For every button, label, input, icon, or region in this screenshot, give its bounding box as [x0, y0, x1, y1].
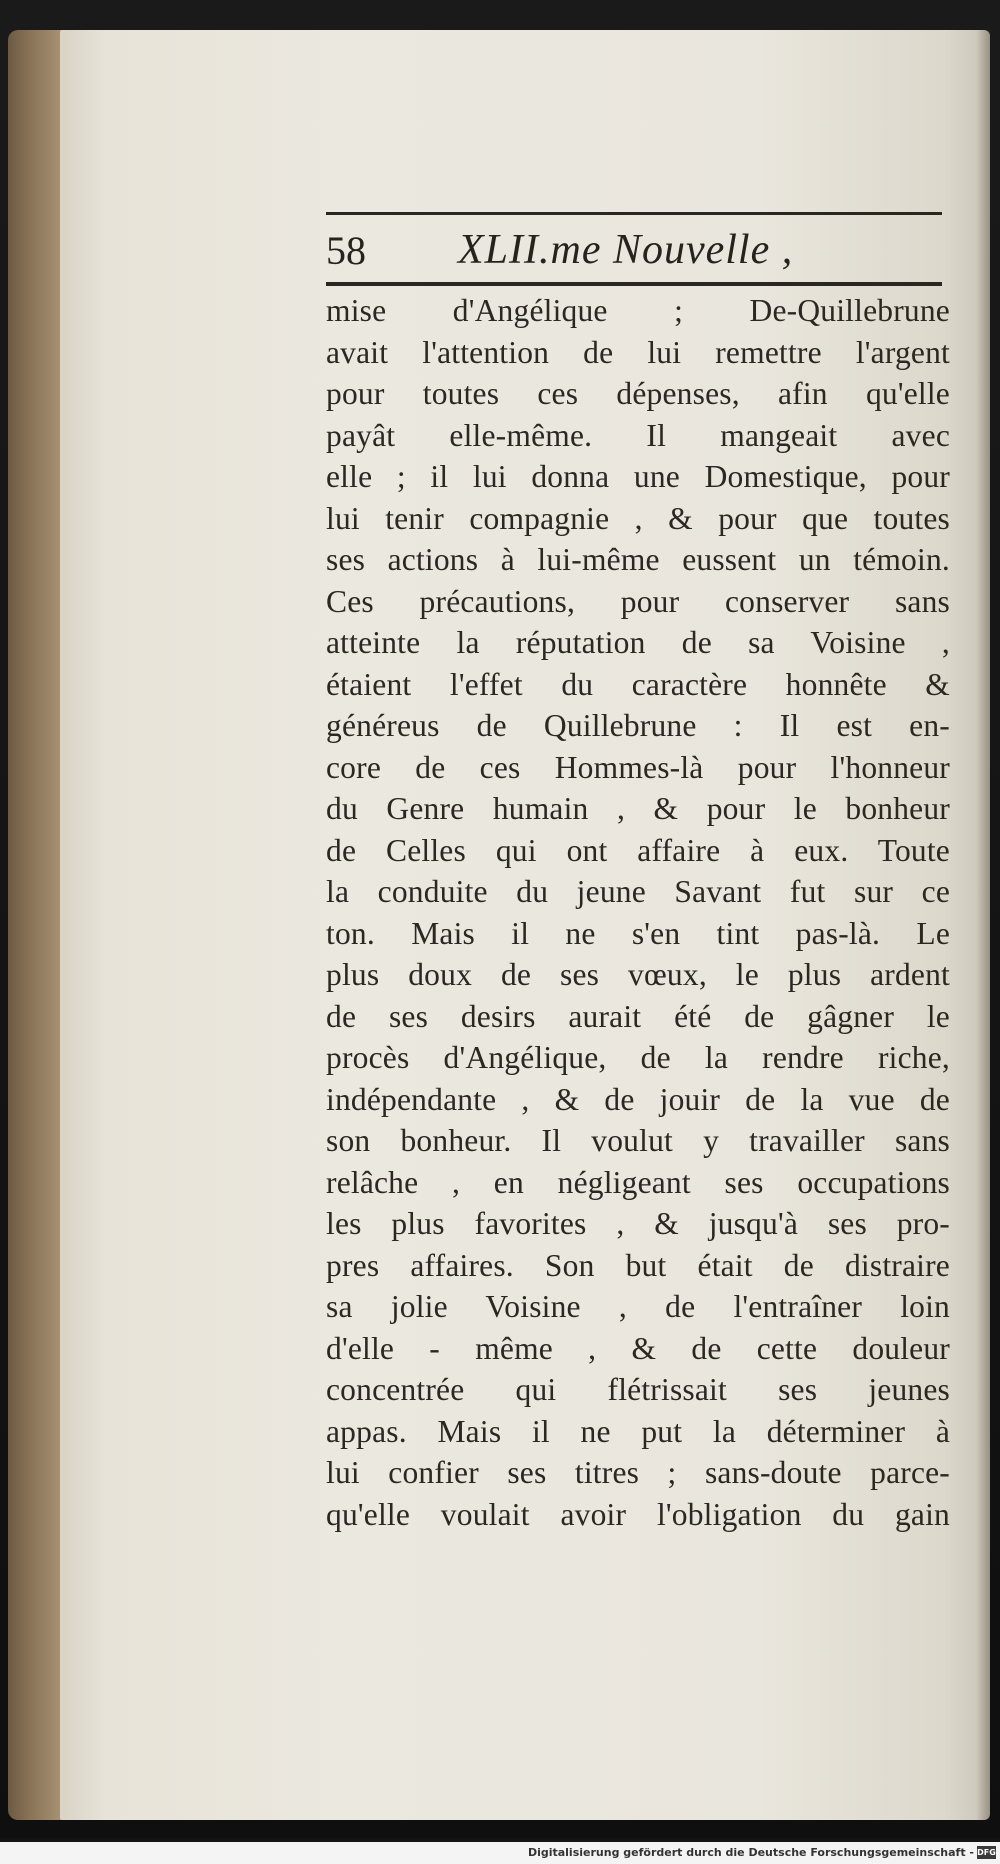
- running-header: [326, 222, 942, 280]
- text-line: indépendante , & de jouir de la vue de: [326, 1081, 950, 1117]
- text-line: avait l'attention de lui remettre l'argent: [326, 334, 950, 370]
- text-line: ton. Mais il ne s'en tint pas-là. Le: [326, 915, 950, 951]
- text-line: de Celles qui ont affaire à eux. Toute: [326, 832, 950, 868]
- text-line: appas. Mais il ne put la déterminer à: [326, 1413, 950, 1449]
- text-line: mise d'Angélique ; De-Quillebrune: [326, 293, 950, 328]
- page-number: 58: [326, 228, 366, 273]
- text-line: procès d'Angélique, de la rendre riche,: [326, 1040, 950, 1075]
- text-line: étaient l'effet du caractère honnête &: [326, 666, 950, 702]
- text-line: lui confier ses titres ; sans-doute parce-: [326, 1455, 950, 1490]
- text-line: du Genre humain , & pour le bonheur: [326, 791, 950, 826]
- dfg-logo: DFG: [977, 1848, 996, 1857]
- text-line: pres affaires. Son but était de distraire: [326, 1247, 950, 1283]
- text-line: d'elle - même , & de cette douleur: [326, 1330, 950, 1366]
- text-line: sa jolie Voisine , de l'entraîner loin: [326, 1289, 950, 1324]
- footer-bar: [0, 1842, 1000, 1864]
- text-line: qu'elle voulait avoir l'obligation du gain: [326, 1496, 950, 1532]
- text-line: généreus de Quillebrune : Il est en-: [326, 708, 950, 743]
- header-rule-bottom: [326, 282, 942, 286]
- text-line: payât elle-même. Il mangeait avec: [326, 417, 950, 453]
- header-rule-top: [326, 212, 942, 215]
- text-line: ses actions à lui-même eussent un témoin.: [326, 542, 950, 577]
- text-line: son bonheur. Il voulut y travailler sans: [326, 1123, 950, 1158]
- text-line: la conduite du jeune Savant fut sur ce: [326, 874, 950, 909]
- text-line: pour toutes ces dépenses, afin qu'elle: [326, 376, 950, 411]
- text-line: lui tenir compagnie , & pour que toutes: [326, 500, 950, 536]
- text-line: concentrée qui flétrissait ses jeunes: [326, 1372, 950, 1407]
- text-line: elle ; il lui donna une Domestique, pour: [326, 459, 950, 494]
- text-line: plus doux de ses vœux, le plus ardent: [326, 957, 950, 992]
- page-gutter-shadow: [976, 30, 990, 1820]
- text-line: core de ces Hommes-là pour l'honneur: [326, 749, 950, 785]
- text-line: les plus favorites , & jusqu'à ses pro-: [326, 1206, 950, 1241]
- digitization-credit: Digitalisierung gefördert durch die Deutsche Forschungsgemeinschaft -: [527, 1846, 974, 1859]
- text-line: relâche , en négligeant ses occupations: [326, 1164, 950, 1200]
- body-text: [326, 290, 950, 1535]
- text-line: Ces précautions, pour conserver sans: [326, 583, 950, 619]
- text-line: de ses desirs aurait été de gâgner le: [326, 998, 950, 1034]
- text-line: atteinte la réputation de sa Voisine ,: [326, 625, 950, 660]
- running-title: XLII.me Nouvelle ,: [458, 227, 794, 273]
